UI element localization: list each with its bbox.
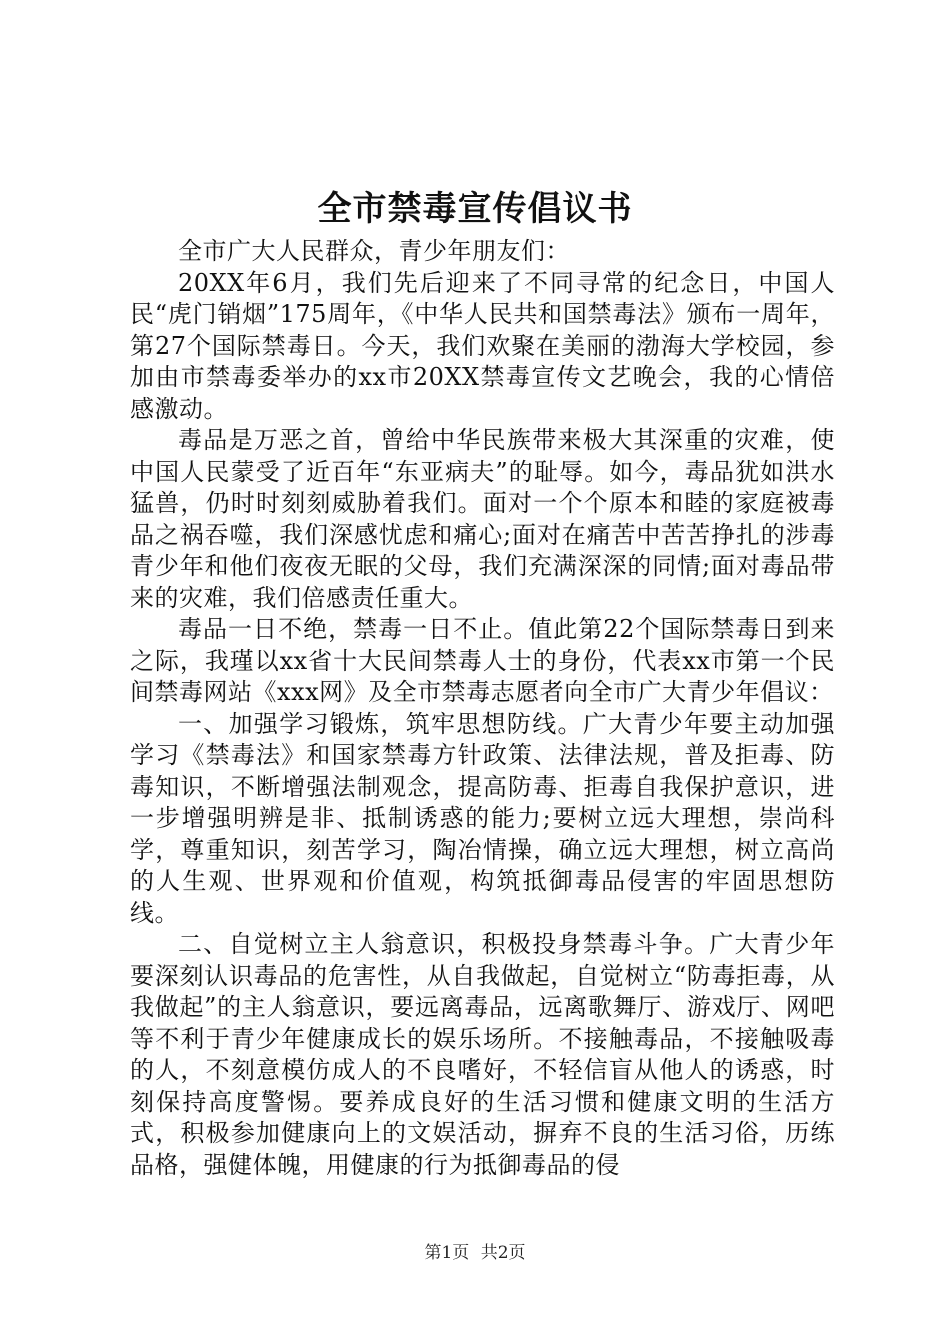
body-paragraph: 毒品是万恶之首，曾给中华民族带来极大其深重的灾难，使中国人民蒙受了近百年“东亚病夫”的耻辱。如今，毒品犹如洪水猛兽，仍时时刻刻威胁着我们。面对一个个原本和睦的家庭被毒品之祸吞噬，我们深感忧虑和痛心;面对在痛苦中苦苦挣扎的涉毒青少年和他们夜夜无眠的父母，我们充满深深的同情;面对毒品带来的灾难，我们倍感责任重大。 — [130, 426, 835, 612]
body-paragraph: 毒品一日不绝，禁毒一日不止。值此第22个国际禁毒日到来之际，我瑾以xx省十大民间禁毒人士的身份，代表xx市第一个民间禁毒网站《xxx网》及全市禁毒志愿者向全市广大青少年倡议： — [130, 615, 835, 706]
page-footer — [0, 1242, 950, 1264]
body-paragraph: 20XX年6月，我们先后迎来了不同寻常的纪念日，中国人民“虎门销烟”175周年，《中华人民共和国禁毒法》颁布一周年，第27个国际禁毒日。今天，我们欢聚在美丽的渤海大学校园，参加由市禁毒委举办的xx市20XX禁毒宣传文艺晚会，我的心情倍感激动。 — [130, 268, 835, 423]
salutation-paragraph: 全市广大人民群众，青少年朋友们： — [178, 237, 570, 265]
document-title: 全市禁毒宣传倡议书 — [317, 189, 633, 229]
page-number: 第1页 — [424, 1243, 470, 1263]
body-paragraph: 二、自觉树立主人翁意识，积极投身禁毒斗争。广大青少年要深刻认识毒品的危害性，从自我做起，自觉树立“防毒拒毒，从我做起”的主人翁意识，要远离毒品，远离歌舞厅、游戏厅、网吧等不利于青少年健康成长的娱乐场所。不接触毒品，不接触吸毒的人，不刻意模仿成人的不良嗜好，不轻信盲从他人的诱惑，时刻保持高度警惕。要养成良好的生活习惯和健康文明的生活方式，积极参加健康向上的文娱活动，摒弃不良的生活习俗，历练品格，强健体魄，用健康的行为抵御毒品的侵 — [130, 930, 835, 1179]
document-body — [130, 236, 835, 1181]
body-paragraph: 一、加强学习锻炼，筑牢思想防线。广大青少年要主动加强学习《禁毒法》和国家禁毒方针政策、法律法规，普及拒毒、防毒知识，不断增强法制观念，提高防毒、拒毒自我保护意识，进一步增强明辨是非、抵制诱惑的能力;要树立远大理想，崇尚科学，尊重知识，刻苦学习，陶冶情操，确立远大理想，树立高尚的人生观、世界观和价值观，构筑抵御毒品侵害的牢固思想防线。 — [130, 709, 835, 927]
page-total: 共2页 — [480, 1243, 526, 1263]
